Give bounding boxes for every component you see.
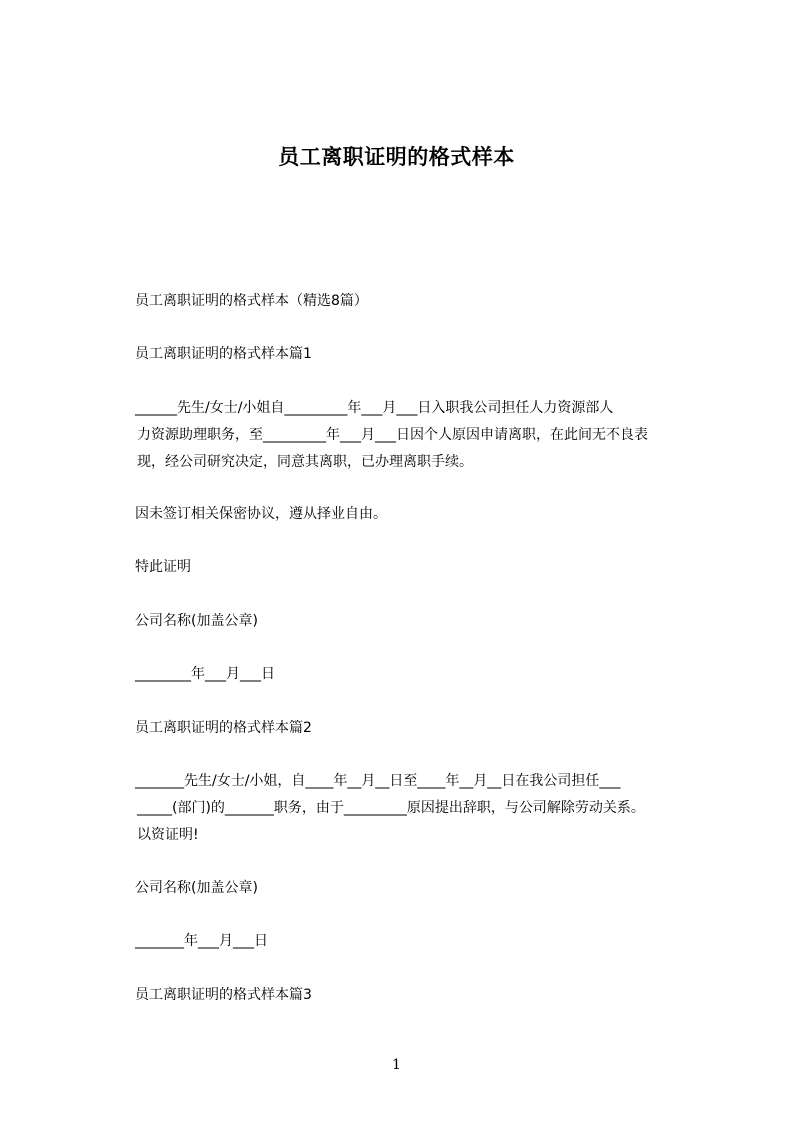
- section1-certify: 特此证明: [135, 559, 191, 575]
- page-number: 1: [392, 1057, 401, 1073]
- section1-company: 公司名称(加盖公章): [135, 613, 258, 629]
- section2-body-line-1: _______先生/女士/小姐，自____年__月__日至____年__月__日在我公司担任___: [135, 773, 621, 789]
- section1-body-line-1: ______先生/女士/小姐自_________年___月___日入职我公司担任人力资源部人: [135, 400, 614, 416]
- section1-date: ________年___月___日: [135, 666, 275, 682]
- section1-body-line-2: 力资源助理职务，至_________年___月___日因个人原因申请离职，在此间无不良表: [137, 427, 648, 443]
- section1-body-line-3: 现，经公司研究决定，同意其离职，已办理离职手续。: [137, 454, 473, 470]
- section-heading-2: 员工离职证明的格式样本篇2: [135, 720, 312, 736]
- section-heading-3: 员工离职证明的格式样本篇3: [135, 987, 312, 1003]
- section2-body-line-2: _____(部门)的_______职务，由于_________原因提出辞职，与公司解除劳动关系。: [137, 800, 645, 816]
- section2-company: 公司名称(加盖公章): [135, 880, 258, 896]
- section2-date: _______年___月___日: [135, 933, 268, 949]
- document-title: 员工离职证明的格式样本: [278, 145, 515, 169]
- section-heading-1: 员工离职证明的格式样本篇1: [135, 346, 312, 362]
- section2-body-line-3: 以资证明!: [137, 827, 199, 843]
- document-intro: 员工离职证明的格式样本（精选8篇）: [135, 293, 368, 309]
- section1-note: 因未签订相关保密协议，遵从择业自由。: [135, 506, 387, 522]
